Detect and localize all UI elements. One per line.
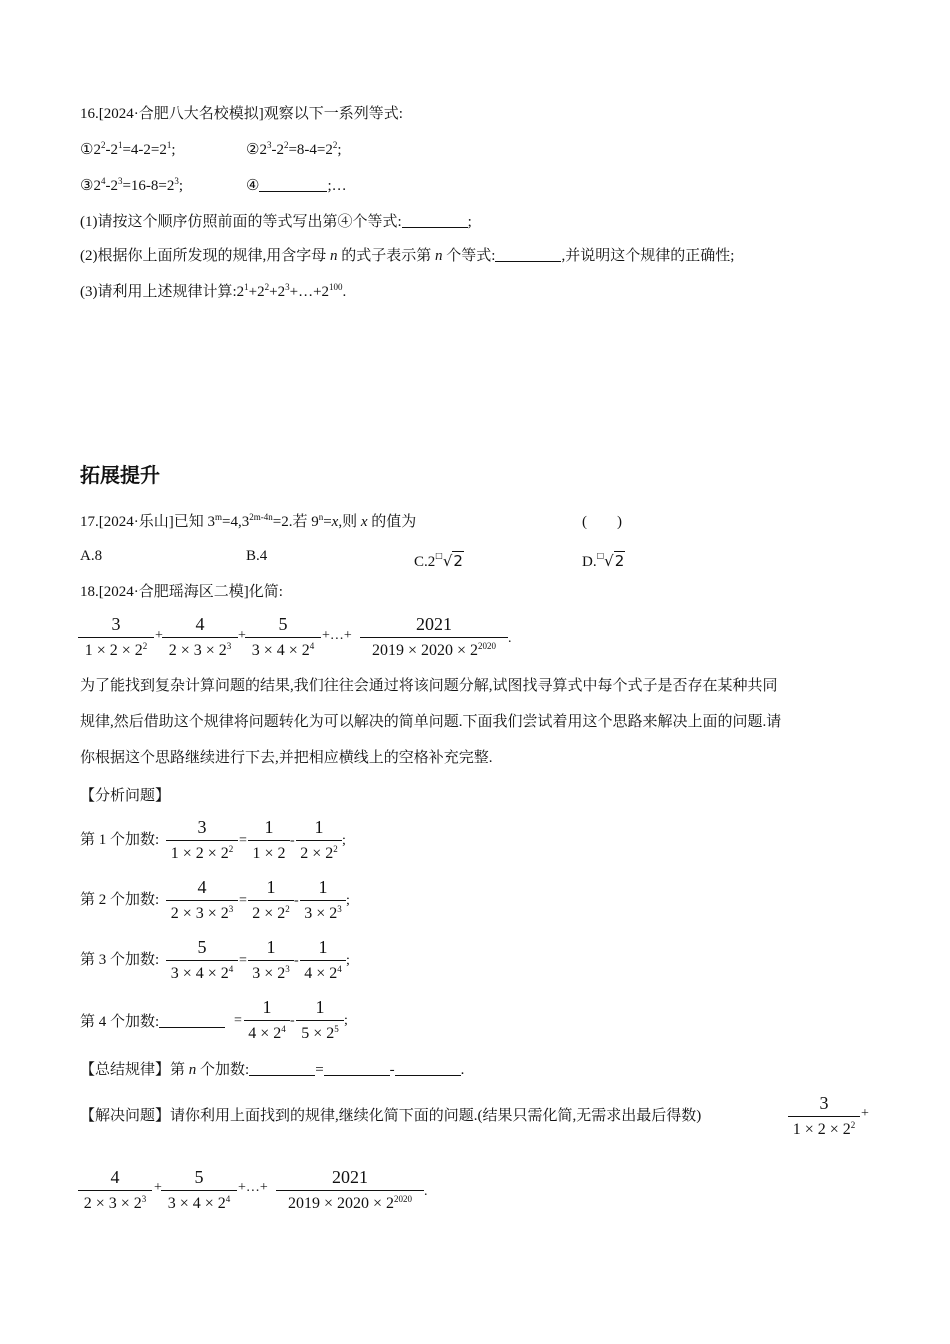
answer-blank[interactable] (402, 213, 468, 228)
q17-option-b[interactable]: B.4 (246, 548, 268, 564)
q16-equation-4: ④ ;… (246, 178, 347, 194)
answer-blank[interactable] (249, 1061, 315, 1076)
section-title: 拓展提升 (80, 463, 160, 487)
q18-intro-line-3: 你根据这个思路继续进行下去,并把相应横线上的空格补充完整. (80, 750, 493, 766)
answer-blank[interactable] (324, 1061, 390, 1076)
q16-equation-3: $③2^4-2^3=16-8=2^3$; (80, 176, 184, 194)
radical-sign: □√2 (596, 551, 625, 570)
addend-1-label: 第 1 个加数: (80, 832, 160, 848)
q17-option-c[interactable]: C.2□√2 (414, 546, 464, 572)
q16-header: 16.[2024·合肥八大名校模拟]观察以下一系列等式: (80, 106, 403, 122)
q16-equation-1: $①2^2-2^1=4-2=2^1$; (80, 140, 176, 158)
solve-problem: 【解决问题】请你利用上面找到的规律,继续化简下面的问题.(结果只需化简,无需求出最后得数) (80, 1108, 702, 1124)
answer-blank[interactable] (259, 177, 327, 192)
q17-option-a[interactable]: A.8 (80, 548, 103, 564)
q18-header: 18.[2024·合肥瑶海区二模]化简: (80, 584, 283, 600)
answer-blank[interactable] (159, 1013, 225, 1028)
q17-answer-paren[interactable]: ( ) (582, 514, 622, 530)
q16-part-1: (1)请按这个顺序仿照前面的等式写出第④个等式: ; (80, 214, 472, 230)
answer-blank[interactable] (495, 247, 561, 262)
q18-intro-line-1: 为了能找到复杂计算问题的结果,我们往往会通过将该问题分解,试图找寻算式中每个式子是否存在某种共同 (80, 678, 778, 694)
q17-option-d[interactable]: D.□√2 (582, 546, 625, 572)
addend-2-label: 第 2 个加数: (80, 892, 160, 908)
analysis-title: 【分析问题】 (80, 788, 171, 804)
q16-part-3: (3)请利用上述规律计算$:2^1+2^2+2^3+\dots+2^{100}$. (80, 282, 347, 300)
summary-rule: 【总结规律】第 n 个加数: = - . (80, 1062, 465, 1078)
radical-sign: □√2 (435, 551, 463, 570)
q17-stem: 17.[2024·乐山]已知 $3^m=4,3^{2m-4n}=2$.若 $9^n=x$,则 x 的值为 (80, 512, 417, 530)
answer-blank[interactable] (395, 1061, 461, 1076)
addend-3-label: 第 3 个加数: (80, 952, 160, 968)
q16-equation-2: $②2^3-2^2=8-4=2^2$; (246, 140, 342, 158)
addend-4-label: 第 4 个加数: (80, 1012, 225, 1032)
q18-intro-line-2: 规律,然后借助这个规律将问题转化为可以解决的简单问题.下面我们尝试着用这个思路来解决上面的问题.请 (80, 714, 782, 730)
q16-part-2: (2)根据你上面所发现的规律,用含字母 n 的式子表示第 n 个等式: ,并说明这个规律的正确性; (80, 248, 735, 264)
